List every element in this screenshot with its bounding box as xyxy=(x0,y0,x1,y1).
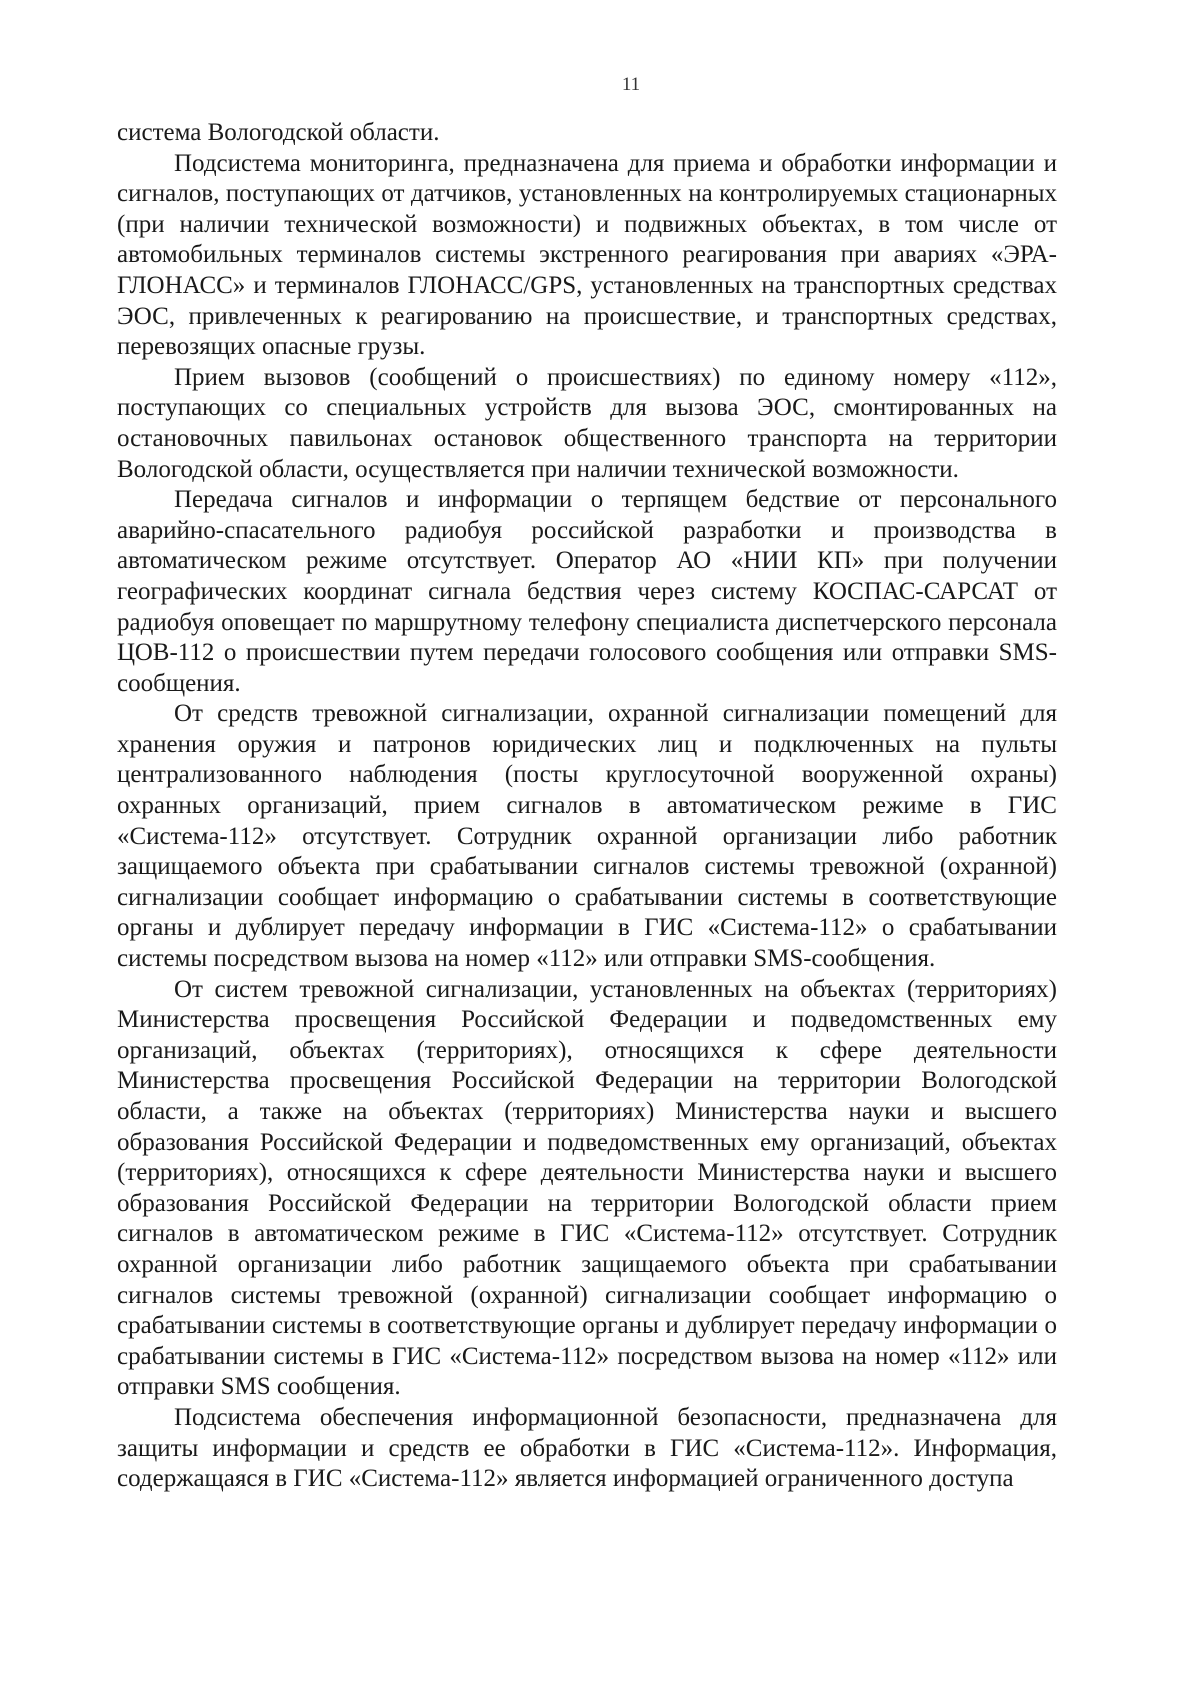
paragraph-information-security: Подсистема обеспечения информационной безопасности, предназначена для защиты информации и средств ее обработки в ГИС «Система-112». Информация, содержащаяся в ГИС «Система-112» является информацией ограниченного доступа xyxy=(117,1403,1057,1493)
document-body xyxy=(117,118,1057,1495)
paragraph-alarm-security: От средств тревожной сигнализации, охранной сигнализации помещений для хранения оружия и патронов юридических лиц и подключенных на пульты централизованного наблюдения (посты круглосуточной вооруженной охраны) охранных организаций, прием сигналов в автоматическом режиме в ГИС «Система-112» отсутствует. Сотрудник охранной организации либо работник защищаемого объекта при срабатывании сигналов системы тревожной (охранной) сигнализации сообщает информацию о срабатывании системы в соответствующие органы и дублирует передачу информации в ГИС «Система-112» о срабатывании системы посредством вызова на номер «112» или отправки SMS-сообщения. xyxy=(117,700,1057,973)
paragraph-calls-112: Прием вызовов (сообщений о происшествиях) по единому номеру «112», поступающих со специальных устройств для вызова ЭОС, смонтированных на остановочных павильонах остановок общественного транспорта на территории Вологодской области, осуществляется при наличии технической возможности. xyxy=(117,363,1057,483)
paragraph-distress-radiobuoy: Передача сигналов и информации о терпящем бедствие от персонального аварийно-спасательного радиобуя российской разработки и производства в автоматическом режиме отсутствует. Оператор АО «НИИ КП» при получении географических координат сигнала бедствия через систему КОСПАС-САРСАТ от радиобуя оповещает по маршрутному телефону специалиста диспетчерского персонала ЦОВ-112 о происшествии путем передачи голосового сообщения или отправки SMS-сообщения. xyxy=(117,486,1057,697)
paragraph-continuation: система Вологодской области. xyxy=(117,119,440,146)
page-number: 11 xyxy=(621,74,641,95)
paragraph-alarm-education: От систем тревожной сигнализации, установленных на объектах (территориях) Министерства просвещения Российской Федерации и подведомственных ему организаций, объектах (территориях), относящихся к сфере деятельности Министерства просвещения Российской Федерации на территории Вологодской области, а также на объектах (территориях) Министерства науки и высшего образования Российской Федерации и подведомственных ему организаций, объектах (территориях), относящихся к сфере деятельности Министерства науки и высшего образования Российской Федерации на территории Вологодской области прием сигналов в автоматическом режиме в ГИС «Система-112» отсутствует. Сотрудник охранной организации либо работник защищаемого объекта при срабатывании сигналов системы тревожной (охранной) сигнализации сообщает информацию о срабатывании системы в соответствующие органы и дублирует передачу информации о срабатывании системы в ГИС «Система-112» посредством вызова на номер «112» или отправки SMS сообщения. xyxy=(117,975,1057,1401)
paragraph-monitoring-subsystem: Подсистема мониторинга, предназначена для приема и обработки информации и сигналов, поступающих от датчиков, установленных на контролируемых стационарных (при наличии технической возможности) и подвижных объектах, в том числе от автомобильных терминалов системы экстренного реагирования при авариях «ЭРА-ГЛОНАСС» и терминалов ГЛОНАСС/GPS, установленных на транспортных средствах ЭОС, привлеченных к реагированию на происшествие, и транспортных средствах, перевозящих опасные грузы. xyxy=(117,149,1057,361)
